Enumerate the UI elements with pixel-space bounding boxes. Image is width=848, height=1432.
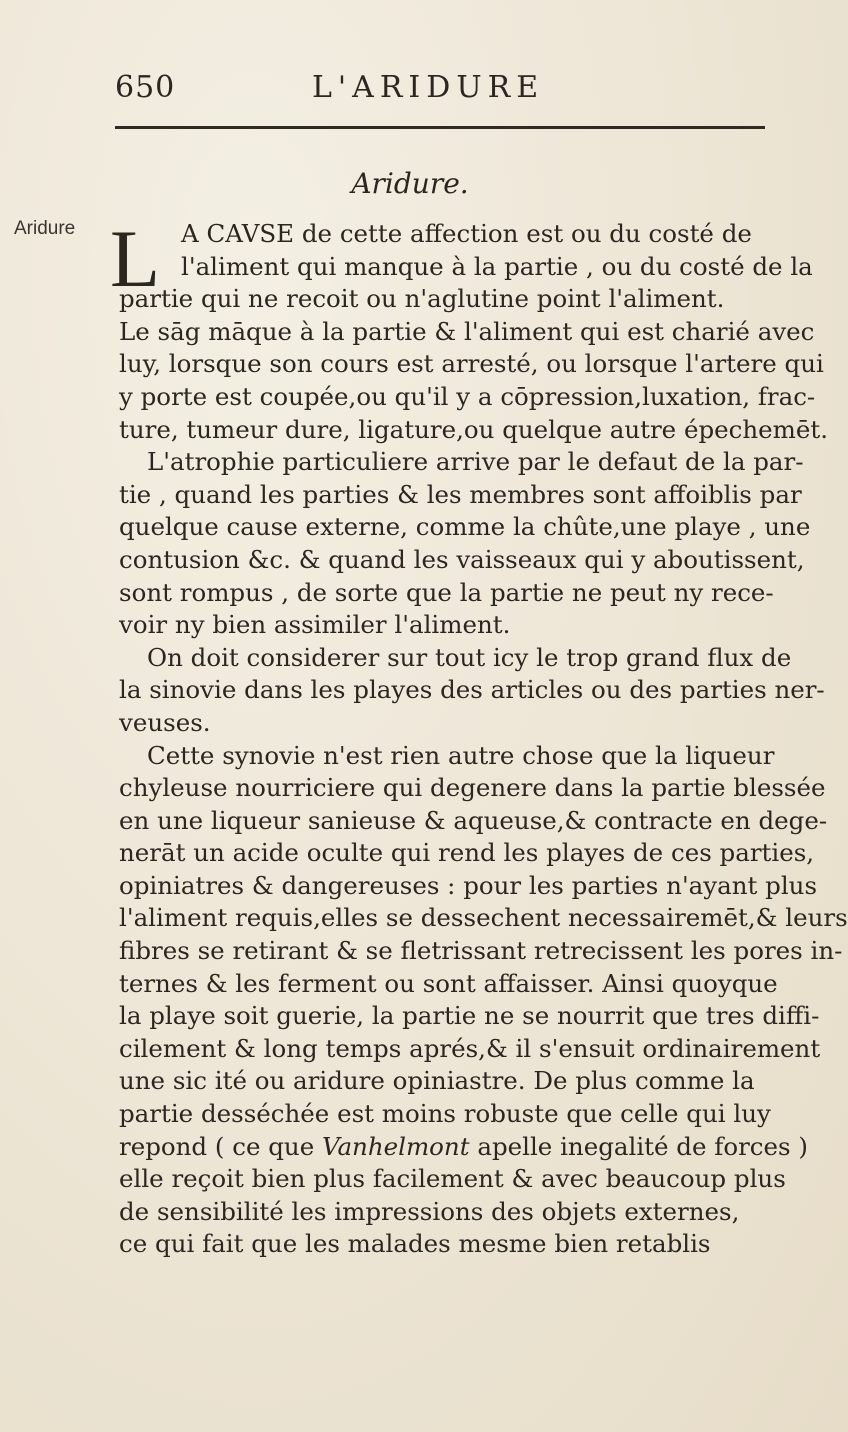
text-line-segment: y porte est coupée,ou qu'il y a cōpression,luxation, frac- [119,381,816,411]
body-text [119,218,848,1261]
text-line [119,772,826,805]
text-line-segment: fibres se retirant & se fletrissant retrecissent les pores in- [119,936,843,966]
text-line [119,381,816,414]
text-line-segment: une sic ité ou aridure opiniastre. De plus comme la [119,1066,755,1096]
text-line-segment: l'aliment requis,elles se dessechent necessairemēt,& leurs [119,903,848,933]
text-line [119,1065,769,1098]
text-line-segment: de sensibilité les impressions des objets externes, [119,1196,740,1226]
text-line [119,609,769,642]
text-line-segment: contusion &c. & quand les vaisseaux qui y aboutissent, [119,544,805,574]
text-line-segment: chyleuse nourriciere qui degenere dans la partie blessée [119,773,826,803]
text-line-segment: ce qui fait que les malades mesme bien retablis [119,1229,711,1259]
text-line-segment: opiniatres & dangereuses : pour les parties n'ayant plus [119,870,818,900]
text-line-segment: partie qui ne recoit ou n'aglutine point l'aliment. [119,284,725,314]
text-line-segment: elle reçoit bien plus facilement & avec beaucoup plus [119,1164,786,1194]
text-line-segment: la playe soit guerie, la partie ne se nourrit que tres diffi- [119,1001,820,1031]
text-line [119,1131,808,1164]
text-line-segment: veuses. [119,707,211,737]
text-line-segment: la sinovie dans les playes des articles ou des parties ner- [119,675,825,705]
running-head: L'ARIDURE [312,70,545,105]
text-line-segment: l'aliment qui manque à la partie , ou du costé de la [181,251,813,281]
text-line [119,642,792,675]
header-rule [115,126,765,129]
text-line-segment: sont rompus , de sorte que la partie ne peut ny rece- [119,577,774,607]
text-line [119,805,828,838]
text-line [119,446,804,479]
text-line [119,1033,821,1066]
text-line [119,968,778,1001]
margin-note: Aridure [14,218,76,239]
text-line [119,218,769,251]
text-line-segment: nerāt un acide oculte qui rend les playes de ces parties, [119,838,815,868]
text-line [119,1228,769,1261]
text-line-segment: Le sāg māque à la partie & l'aliment qui est charié avec [119,316,815,346]
text-line-segment: cilement & long temps aprés,& il s'ensuit ordinairement [119,1033,821,1063]
text-line-segment: ternes & les ferment ou sont affaisser. Ainsi quoyque [119,968,778,998]
text-line [119,544,805,577]
page-number: 650 [115,70,176,105]
text-line-segment: ture, tumeur dure, ligature,ou quelque autre épechemēt. [119,414,829,444]
text-line-segment: en une liqueur sanieuse & aqueuse,& contracte en dege- [119,805,828,835]
text-line [119,1163,786,1196]
italic-name: Vanhelmont [322,1131,470,1161]
text-line [119,479,802,512]
text-line [119,251,813,284]
text-line-segment: On doit considerer sur tout icy le trop grand flux de [147,642,792,672]
text-line [119,1196,769,1229]
text-line-segment: voir ny bien assimiler l'aliment. [119,610,511,640]
text-line [119,348,824,381]
drop-cap: L [110,213,161,304]
text-line [119,707,769,740]
text-line-segment: partie desséchée est moins robuste que celle qui luy [119,1099,771,1129]
text-line-segment: quelque cause externe, comme la chûte,une playe , une [119,512,811,542]
text-line [119,577,774,610]
text-line [119,1098,769,1131]
text-line-segment: L'atrophie particuliere arrive par le defaut de la par- [147,447,804,477]
text-line-segment: apelle inegalité de forces ) [469,1131,808,1161]
text-line [119,870,818,903]
text-line-segment: Cette synovie n'est rien autre chose que la liqueur [147,740,775,770]
text-line [119,740,775,773]
text-line [119,283,769,316]
text-line-segment: A CAVSE de cette affection est ou du costé de [181,219,752,248]
text-line [119,511,811,544]
text-line [119,1000,820,1033]
text-line-segment: tie , quand les parties & les membres sont affoiblis par [119,479,802,509]
page-header [115,70,765,110]
text-line-segment: luy, lorsque son cours est arresté, ou lorsque l'artere qui [119,349,824,379]
text-line [119,316,815,349]
section-title: Aridure. [351,167,469,200]
text-line [119,674,825,707]
text-line [119,837,815,870]
text-line-segment: repond ( ce que [119,1131,322,1161]
text-line [119,902,848,935]
text-line [119,935,843,968]
text-line [119,414,829,447]
